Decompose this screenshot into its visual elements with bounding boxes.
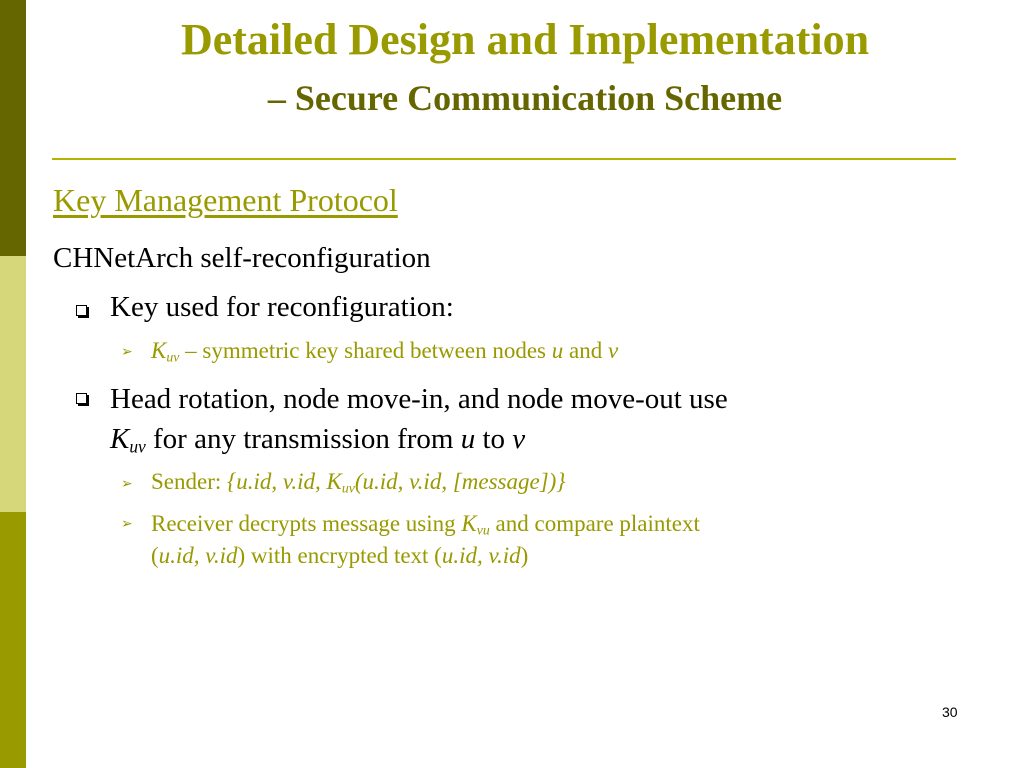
receiver-line-2 (151, 540, 700, 572)
paren-open: ( (151, 543, 159, 568)
key-symbol: K (461, 511, 477, 536)
bullet-line-2 (110, 419, 728, 459)
page-number: 30 (942, 704, 958, 720)
transmission-text: for any transmission from (145, 423, 461, 455)
sub-bullet-kuv (151, 336, 618, 366)
sender-label: Sender: (151, 469, 228, 494)
sub-bullet-sender (151, 467, 566, 497)
and-text: and (563, 338, 608, 363)
receiver-text-1: Receiver decrypts message using (151, 511, 462, 536)
heading-text: CHNetArch self-reconfiguration (53, 242, 431, 274)
square-bullet-icon (76, 305, 87, 316)
sender-format-part1: {u.id, v.id, K (227, 469, 342, 494)
paren-close: ) (520, 543, 529, 568)
node-u: u (551, 338, 564, 363)
square-bullet-icon (76, 393, 87, 404)
ids-plaintext: u.id, v.id (158, 543, 238, 568)
to-text: to (475, 423, 513, 455)
bullet-key-used: Key used for reconfiguration: (110, 291, 454, 323)
section-title: Key Management Protocol (53, 182, 398, 218)
sidebar-middle-block (0, 256, 26, 512)
slide-subtitle: – Secure Communication Scheme (267, 78, 783, 118)
arrow-bullet-icon: ➢ (121, 516, 133, 532)
receiver-line-1 (151, 508, 700, 540)
node-u: u (460, 423, 476, 455)
sidebar-bottom-block (0, 512, 26, 768)
key-subscript: uv (341, 480, 355, 496)
arrow-bullet-icon: ➢ (121, 344, 133, 360)
sidebar-top-block (0, 0, 26, 256)
sender-format-part2: (u.id, v.id, [message])} (354, 469, 566, 494)
sub-bullet-receiver (151, 508, 700, 572)
slide-title: Detailed Design and Implementation (180, 15, 870, 64)
key-subscript: uv (166, 349, 180, 365)
key-subscript: vu (476, 522, 490, 538)
bullet-line-1: Head rotation, node move-in, and node move-out use (110, 383, 728, 415)
receiver-text-3: ) with encrypted text ( (237, 543, 442, 568)
ids-encrypted: u.id, v.id (441, 543, 521, 568)
title-divider (52, 158, 956, 160)
bullet-head-rotation (110, 379, 728, 459)
node-v: v (512, 423, 526, 455)
node-v: v (607, 338, 619, 363)
receiver-text-2: and compare plaintext (489, 511, 700, 536)
arrow-bullet-icon: ➢ (121, 476, 133, 492)
sub-bullet-text: – symmetric key shared between nodes (179, 338, 552, 363)
key-subscript: uv (129, 436, 146, 457)
key-symbol: K (110, 423, 130, 455)
key-symbol: K (151, 338, 167, 363)
